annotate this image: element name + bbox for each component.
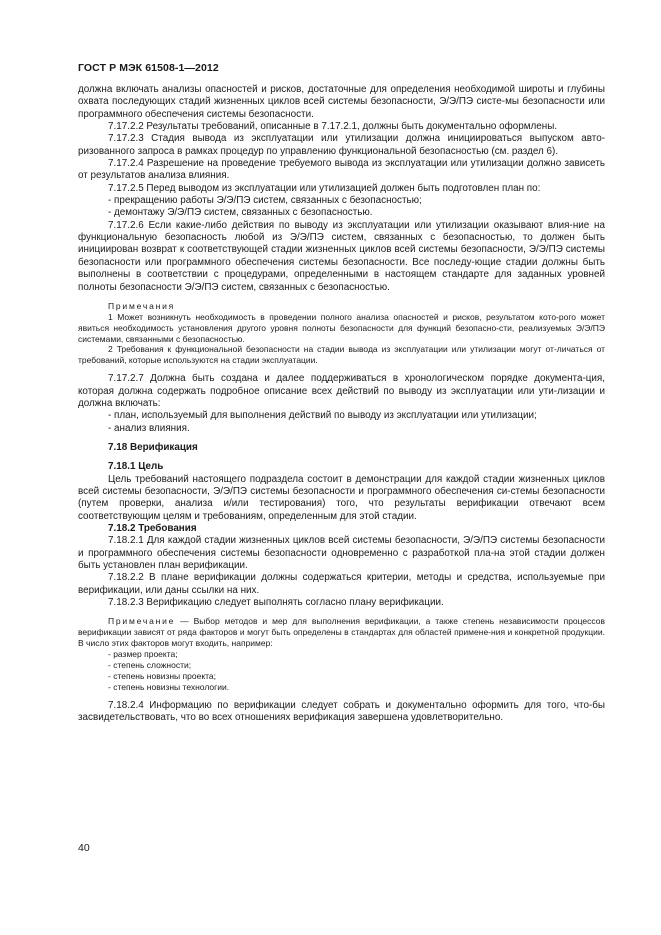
subsection-heading: 7.18.1 Цель [108,461,164,473]
notes-title: Примечания [108,300,176,311]
list-item: - план, используемый для выполнения действий по выводу из эксплуатации или утилизации; [108,410,537,422]
list-item: - демонтажу Э/Э/ПЭ систем, связанных с безопасностью. [108,207,373,219]
note-text: — Выбор методов и мер для выполнения верификации, а также степень независимости процессов верификации зависят от ряда факторов и могут быть определены в стандартах для областей примене-ния и конкретной продукции. В число этих факторов могут входить, например: [78,616,605,649]
paragraph: 7.17.2.7 Должна быть создана и далее поддерживаться в хронологическом порядке документа-ция, которая должна содержать подробное описание всех действий по выводу из эксплуатации или ути-лизации и должна включать: [78,373,605,409]
subsection-heading: 7.18.2 Требования [108,523,197,535]
paragraph: должна включать анализы опасностей и рисков, достаточные для определения необходимой широты и глубины охвата последующих стадий жизненных циклов всей системы безопасности, Э/Э/ПЭ систе-мы безопасности или программного обеспечения системы безопасности. [78,84,605,120]
list-item: - размер проекта; [108,649,178,660]
note: 1 Может возникнуть необходимость в проведении полного анализа опасностей и рисков, результатом кото-рого может явиться необходимость установления другого уровня полноты безопасности для функций безопасно-сти, реализуемых Э/Э/ПЭ системами, связанными с безопасностью. [78,311,605,344]
standard-header: ГОСТ Р МЭК 61508-1—2012 [78,62,219,74]
paragraph: 7.17.2.4 Разрешение на проведение требуемого вывода из эксплуатации или утилизации должно зависеть от результатов анализа влияния. [78,158,605,182]
paragraph: 7.17.2.2 Результаты требований, описанные в 7.17.2.1, должны быть документально оформлены. [108,121,558,133]
paragraph: 7.17.2.6 Если какие-либо действия по выводу из эксплуатации или утилизации оказывают влия-ние на функциональную безопасность любой из Э/Э/ПЭ систем, связанных с безопасностью, то должен быть инициирован возврат к соответствующей стадии жизненных циклов всей системы безопасности, Э/Э/ПЭ системы безопасности или программного обеспечения системы безопасности. Все последу-ющие стадии должны быть выполнены в соответствии с процедурами, определенными в настоящем стандарте для заданных уровней полноты безопасности Э/Э/ПЭ систем, связанных с безопасностью. [78,219,605,293]
paragraph: 7.18.2.1 Для каждой стадии жизненных циклов всей системы безопасности, Э/Э/ПЭ системы безопасности и программного обеспечения системы безопасности одновременно с разработкой пла-на этой стадии должен быть установлен план верификации. [78,535,605,572]
note-title: Примечание [108,616,176,627]
list-item: - степень новизны проекта; [108,671,217,681]
paragraph: 7.18.2.4 Информацию по верификации следует собрать и документально оформить для того, что-бы засвидетельствовать, что во всех отношениях верификация завершена удовлетворительно. [78,699,605,724]
list-item: - прекращению работы Э/Э/ПЭ систем, связанных с безопасностью; [108,195,422,207]
paragraph: 7.18.2.2 В плане верификации должны содержаться критерии, методы и средства, используемые при верификации, или даны ссылки на них. [78,572,605,596]
paragraph: Цель требований настоящего подраздела состоит в демонстрации для каждой стадии жизненных циклов всей системы безопасности, Э/Э/ПЭ системы безопасности и программного обеспечения си-стемы безопасности (путем проверки, анализа и/или тестирования) того, что результаты верификации отвечают всем соответствующим целям и требованиям, определенным для этой стадии. [78,473,605,522]
paragraph: 7.17.2.5 Перед выводом из эксплуатации или утилизацией должен быть подготовлен план по: [108,182,541,194]
list-item: - анализ влияния. [108,422,190,434]
list-item: - степень новизны технологии. [108,681,230,692]
paragraph: 7.18.2.3 Верификацию следует выполнять согласно плану верификации. [108,597,444,609]
paragraph: 7.17.2.3 Стадия вывода из эксплуатации или утилизации должна инициироваться выпуском авто-ризованного запроса в рамках процедур по управлению функциональной безопасностью (см. раздел 6). [78,133,605,157]
section-heading: 7.18 Верификация [108,442,198,453]
page-body [78,84,605,725]
page-number: 40 [78,842,90,854]
note [78,616,605,649]
note: 2 Требования к функциональной безопасности на стадии вывода из эксплуатации или утилизации могут от-личаться от требований, которые используются на стадии эксплуатации. [78,344,605,366]
list-item: - степень сложности; [108,660,192,671]
